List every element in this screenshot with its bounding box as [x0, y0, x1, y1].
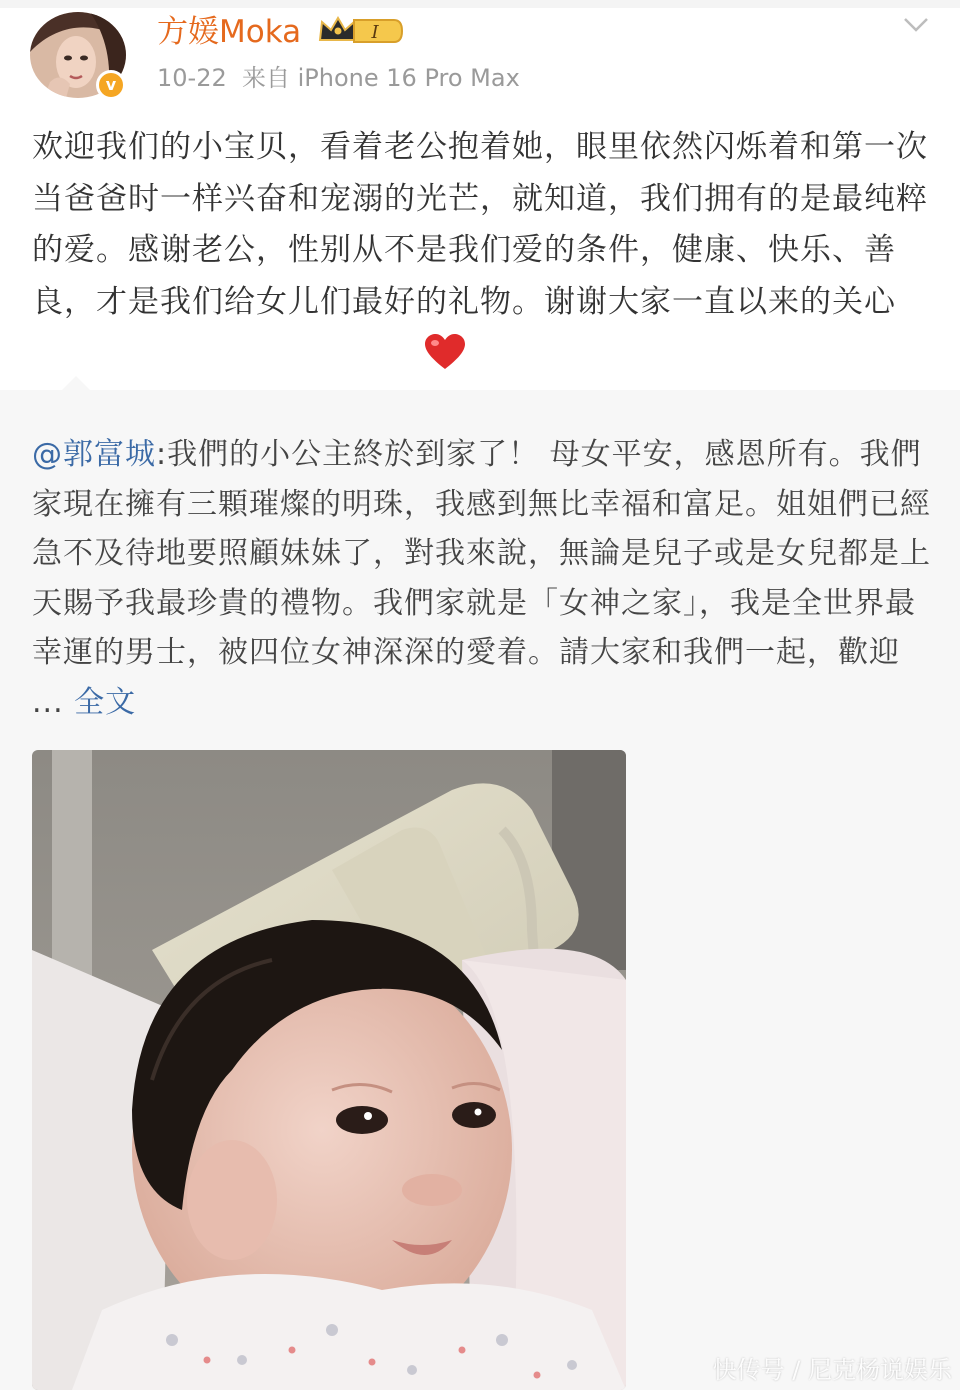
verified-badge-icon: v — [96, 70, 126, 100]
chevron-down-icon[interactable] — [903, 16, 929, 34]
full-text-link[interactable]: 全文 — [74, 684, 137, 720]
weibo-post — [0, 0, 960, 390]
level-badge: I — [371, 22, 379, 43]
repost-card[interactable] — [0, 390, 960, 1390]
post-source: 来自 iPhone 16 Pro Max — [242, 64, 520, 92]
post-timestamp: 10-22 — [157, 64, 227, 92]
mention-link[interactable]: @郭富城 — [32, 437, 156, 472]
red-heart-icon — [424, 333, 466, 371]
photo-image — [32, 750, 626, 1390]
top-divider — [0, 0, 960, 8]
watermark: 快传号 / 尼克杨说娱乐 — [712, 1356, 952, 1384]
newborn-baby-photo[interactable] — [32, 750, 626, 1390]
repost-body — [32, 430, 932, 727]
username[interactable]: 方媛Moka — [157, 14, 302, 50]
post-meta — [157, 60, 520, 96]
repost-notch — [62, 376, 90, 390]
repost-text: :我們的小公主終於到家了！ 母女平安，感恩所有。我們家現在擁有三顆璀燦的明珠，我感到無比幸福和富足。姐姐們已經急不及待地要照顧妹妹了，對我來說，無論是兒子或是女兒都是上天賜予我最珍貴的禮物。我們家就是「女神之家」，我是全世界最幸運的男士，被四位女神深深的愛着。請大家和我們一起，歡迎 ... — [32, 437, 931, 720]
post-body: 欢迎我们的小宝贝，看着老公抱着她，眼里依然闪烁着和第一次当爸爸时一样兴奋和宠溺的光芒，就知道，我们拥有的是最纯粹的爱。感谢老公，性别从不是我们爱的条件，健康、快乐、善良，才是我们给女儿们最好的礼物。谢谢大家一直以来的关心 — [32, 129, 928, 320]
vip-crown-icon[interactable] — [318, 14, 404, 48]
